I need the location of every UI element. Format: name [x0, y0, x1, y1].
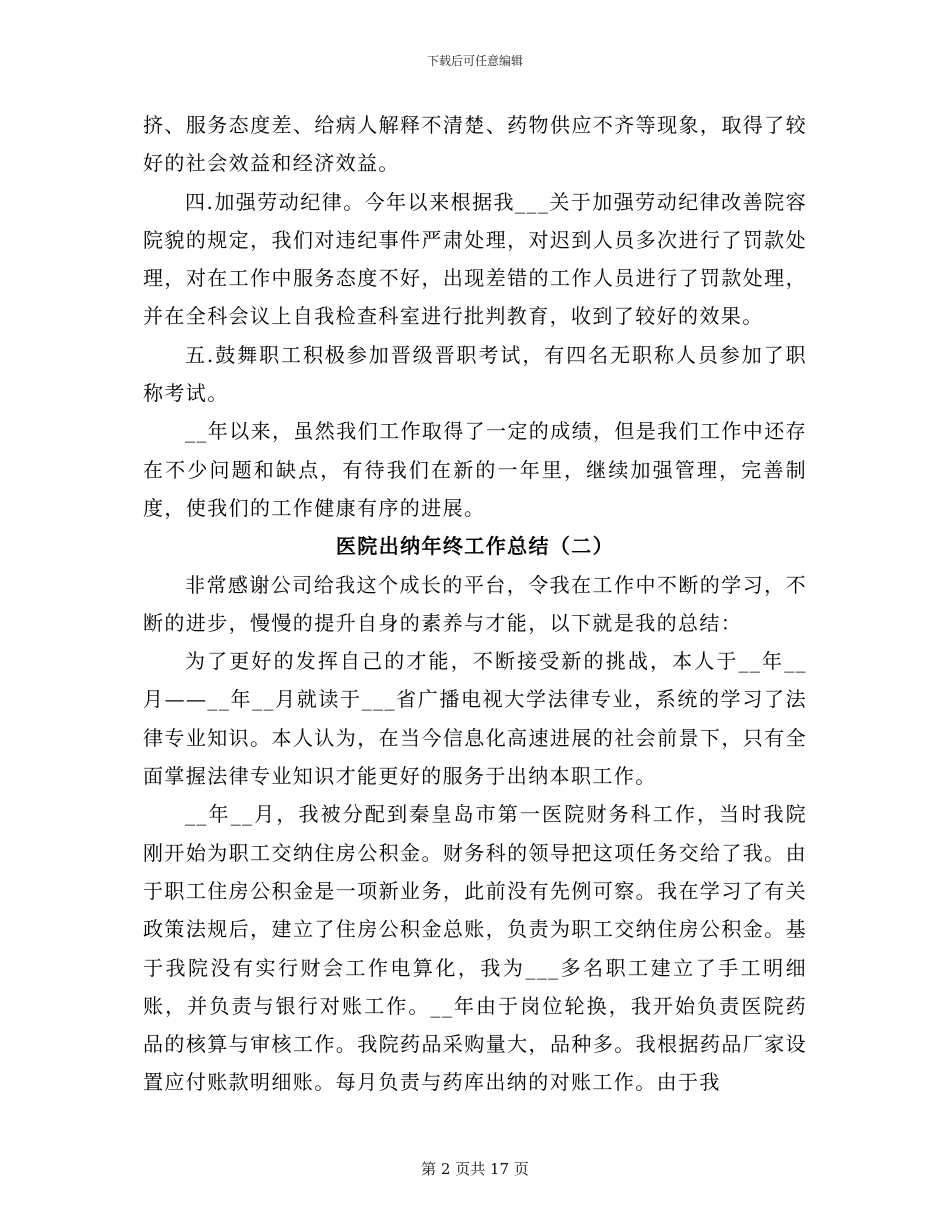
page-footer: 第 2 页共 17 页: [421, 1160, 529, 1178]
paragraph-thanks: 非常感谢公司给我这个成长的平台，令我在工作中不断的学习，不断的进步，慢慢的提升自身的素养与才能，以下就是我的总结：: [143, 572, 807, 635]
page-header: 下载后可任意编辑: [426, 54, 523, 68]
paragraph-work-history: __年__月，我被分配到秦皇岛市第一医院财务科工作，当时我院刚开始为职工交纳住房公积金。财务科的领导把这项任务交给了我。由于职工住房公积金是一项新业务，此前没有先例可察。我在学习了有关政策法规后，建立了住房公积金总账，负责为职工交纳住房公积金。基于我院没有实行财会工作电算化，我为___多名职工建立了手工明细账，并负责与银行对账工作。__年由于岗位轮换，我开始负责医院药品的核算与审核工作。我院药品采购量大，品种多。我根据药品厂家设置应付账款明细账。每月负责与药库出纳的对账工作。由于我: [143, 802, 807, 1095]
paragraph-year-summary: __年以来，虽然我们工作取得了一定的成绩，但是我们工作中还存在不少问题和缺点，有待我们在新的一年里，继续加强管理，完善制度，使我们的工作健康有序的进展。: [143, 419, 807, 520]
paragraph-continuation: 挤、服务态度差、给病人解释不清楚、药物供应不齐等现象，取得了较好的社会效益和经济效益。: [143, 113, 807, 176]
document-body: [143, 106, 807, 1102]
paragraph-labor-discipline: 四.加强劳动纪律。今年以来根据我___关于加强劳动纪律改善院容院貌的规定，我们对违纪事件严肃处理，对迟到人员多次进行了罚款处理，对在工作中服务态度不好，出现差错的工作人员进行了罚款处理，并在全科会议上自我检查科室进行批判教育，收到了较好的效果。: [143, 189, 807, 329]
section-heading: 医院出纳年终工作总结（二）: [335, 534, 615, 559]
paragraph-education: 为了更好的发挥自己的才能，不断接受新的挑战，本人于__年__月——__年__月就读于___省广播电视大学法律专业，系统的学习了法律专业知识。本人认为，在当今信息化高速进展的社会前景下，只有全面掌握法律专业知识才能更好的服务于出纳本职工作。: [143, 649, 807, 789]
paragraph-promotion-exam: 五.鼓舞职工积极参加晋级晋职考试，有四名无职称人员参加了职称考试。: [143, 342, 807, 406]
